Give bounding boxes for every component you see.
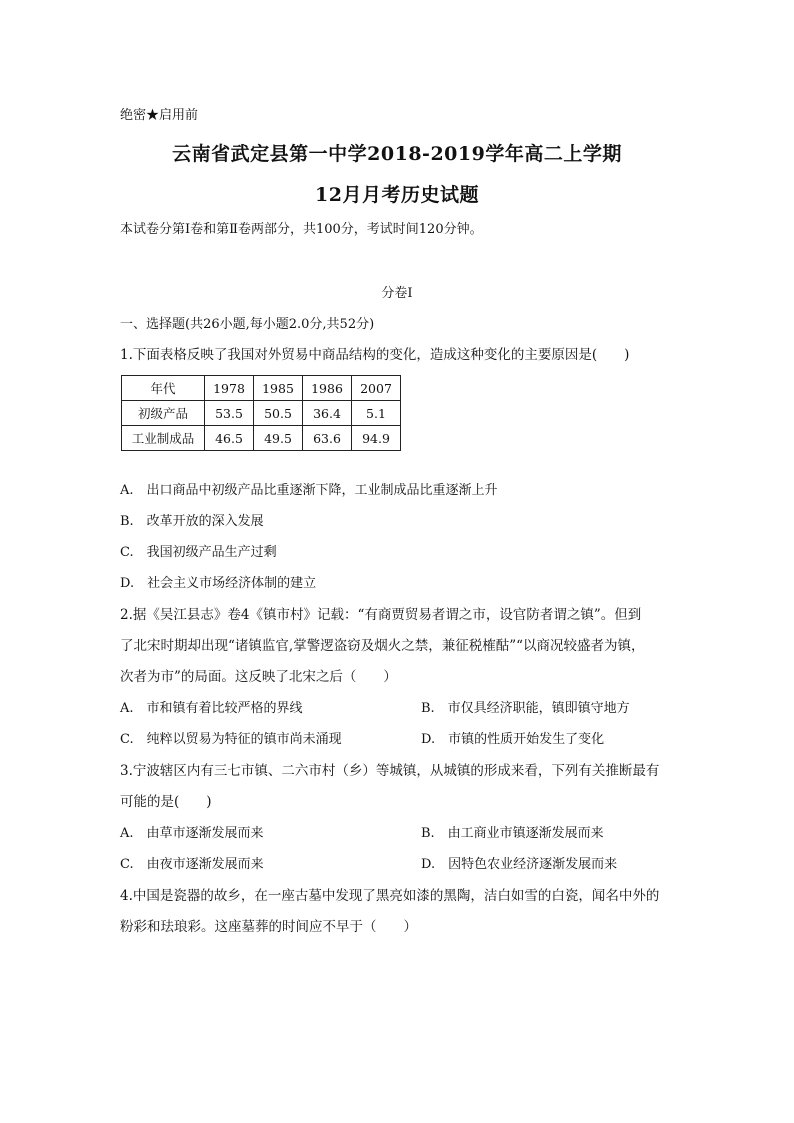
table-cell: 53.5 bbox=[205, 401, 254, 426]
section-title: 分卷I bbox=[381, 286, 413, 301]
question-2-option-d: D. 市镇的性质开始发生了变化 bbox=[421, 732, 605, 747]
table-cell: 36.4 bbox=[303, 401, 352, 426]
question-3-option-b: B. 由工商业市镇逐渐发展而来 bbox=[421, 826, 604, 841]
trade-structure-table bbox=[121, 375, 401, 451]
table-cell: 初级产品 bbox=[122, 401, 205, 426]
question-1-option-c: C. 我国初级产品生产过剩 bbox=[120, 545, 277, 560]
question-2-stem-line1: 2.据《吴江县志》卷4《镇市村》记载：“有商贾贸易者谓之市，设官防者谓之镇”。但到 bbox=[120, 607, 642, 623]
table-cell: 50.5 bbox=[254, 401, 303, 426]
table-cell: 63.6 bbox=[303, 426, 352, 451]
table-cell: 5.1 bbox=[352, 401, 401, 426]
question-3-option-c: C. 由夜市逐渐发展而来 bbox=[120, 857, 264, 872]
part-title: 一、选择题(共26小题,每小题2.0分,共52分) bbox=[120, 317, 375, 332]
question-4-stem-line1: 4.中国是瓷器的故乡，在一座古墓中发现了黑亮如漆的黑陶，洁白如雪的白瓷，闻名中外的 bbox=[120, 888, 660, 904]
exam-title-line1: 云南省武定县第一中学2018-2019学年高二上学期 bbox=[172, 143, 622, 165]
table-cell: 1986 bbox=[303, 376, 352, 401]
question-3-option-d: D. 因特色农业经济逐渐发展而来 bbox=[421, 857, 618, 872]
question-2-option-b: B. 市仅具经济职能，镇即镇守地方 bbox=[421, 701, 630, 716]
question-1-stem: 1.下面表格反映了我国对外贸易中商品结构的变化，造成这种变化的主要原因是( ) bbox=[120, 347, 630, 363]
table-row bbox=[122, 426, 401, 451]
confidential-label: 绝密★启用前 bbox=[120, 108, 199, 123]
exam-title-line2: 12月月考历史试题 bbox=[315, 184, 479, 206]
table-cell: 94.9 bbox=[352, 426, 401, 451]
question-3-stem-line2: 可能的是( ) bbox=[120, 794, 212, 810]
question-2-option-c: C. 纯粹以贸易为特征的镇市尚未涌现 bbox=[120, 732, 342, 747]
question-1-option-a: A. 出口商品中初级产品比重逐渐下降，工业制成品比重逐渐上升 bbox=[120, 483, 498, 498]
question-4-stem-line2: 粉彩和珐琅彩。这座墓葬的时间应不早于（ ） bbox=[120, 919, 417, 935]
question-2-stem-line2: 了北宋时期却出现“诸镇监官,掌警逻盗窃及烟火之禁，兼征税榷酤”“以商况较盛者为镇， bbox=[120, 638, 645, 654]
table-cell: 工业制成品 bbox=[122, 426, 205, 451]
table-cell: 1985 bbox=[254, 376, 303, 401]
question-1-option-d: D. 社会主义市场经济体制的建立 bbox=[120, 576, 317, 591]
table-cell: 2007 bbox=[352, 376, 401, 401]
question-3-stem-line1: 3.宁波辖区内有三七市镇、二六市村（乡）等城镇，从城镇的形成来看，下列有关推断最有 bbox=[120, 763, 660, 779]
table-cell: 年代 bbox=[122, 376, 205, 401]
question-2-option-a: A. 市和镇有着比较严格的界线 bbox=[120, 701, 303, 716]
question-3-option-a: A. 由草市逐渐发展而来 bbox=[120, 826, 264, 841]
question-2-stem-line3: 次者为市”的局面。这反映了北宋之后（ ） bbox=[120, 669, 397, 685]
table-cell: 46.5 bbox=[205, 426, 254, 451]
table-cell: 1978 bbox=[205, 376, 254, 401]
question-1-option-b: B. 改革开放的深入发展 bbox=[120, 514, 264, 529]
table-header-row bbox=[122, 376, 401, 401]
exam-intro: 本试卷分第Ⅰ卷和第Ⅱ卷两部分，共100分，考试时间120分钟。 bbox=[120, 222, 483, 237]
table-cell: 49.5 bbox=[254, 426, 303, 451]
table-row bbox=[122, 401, 401, 426]
